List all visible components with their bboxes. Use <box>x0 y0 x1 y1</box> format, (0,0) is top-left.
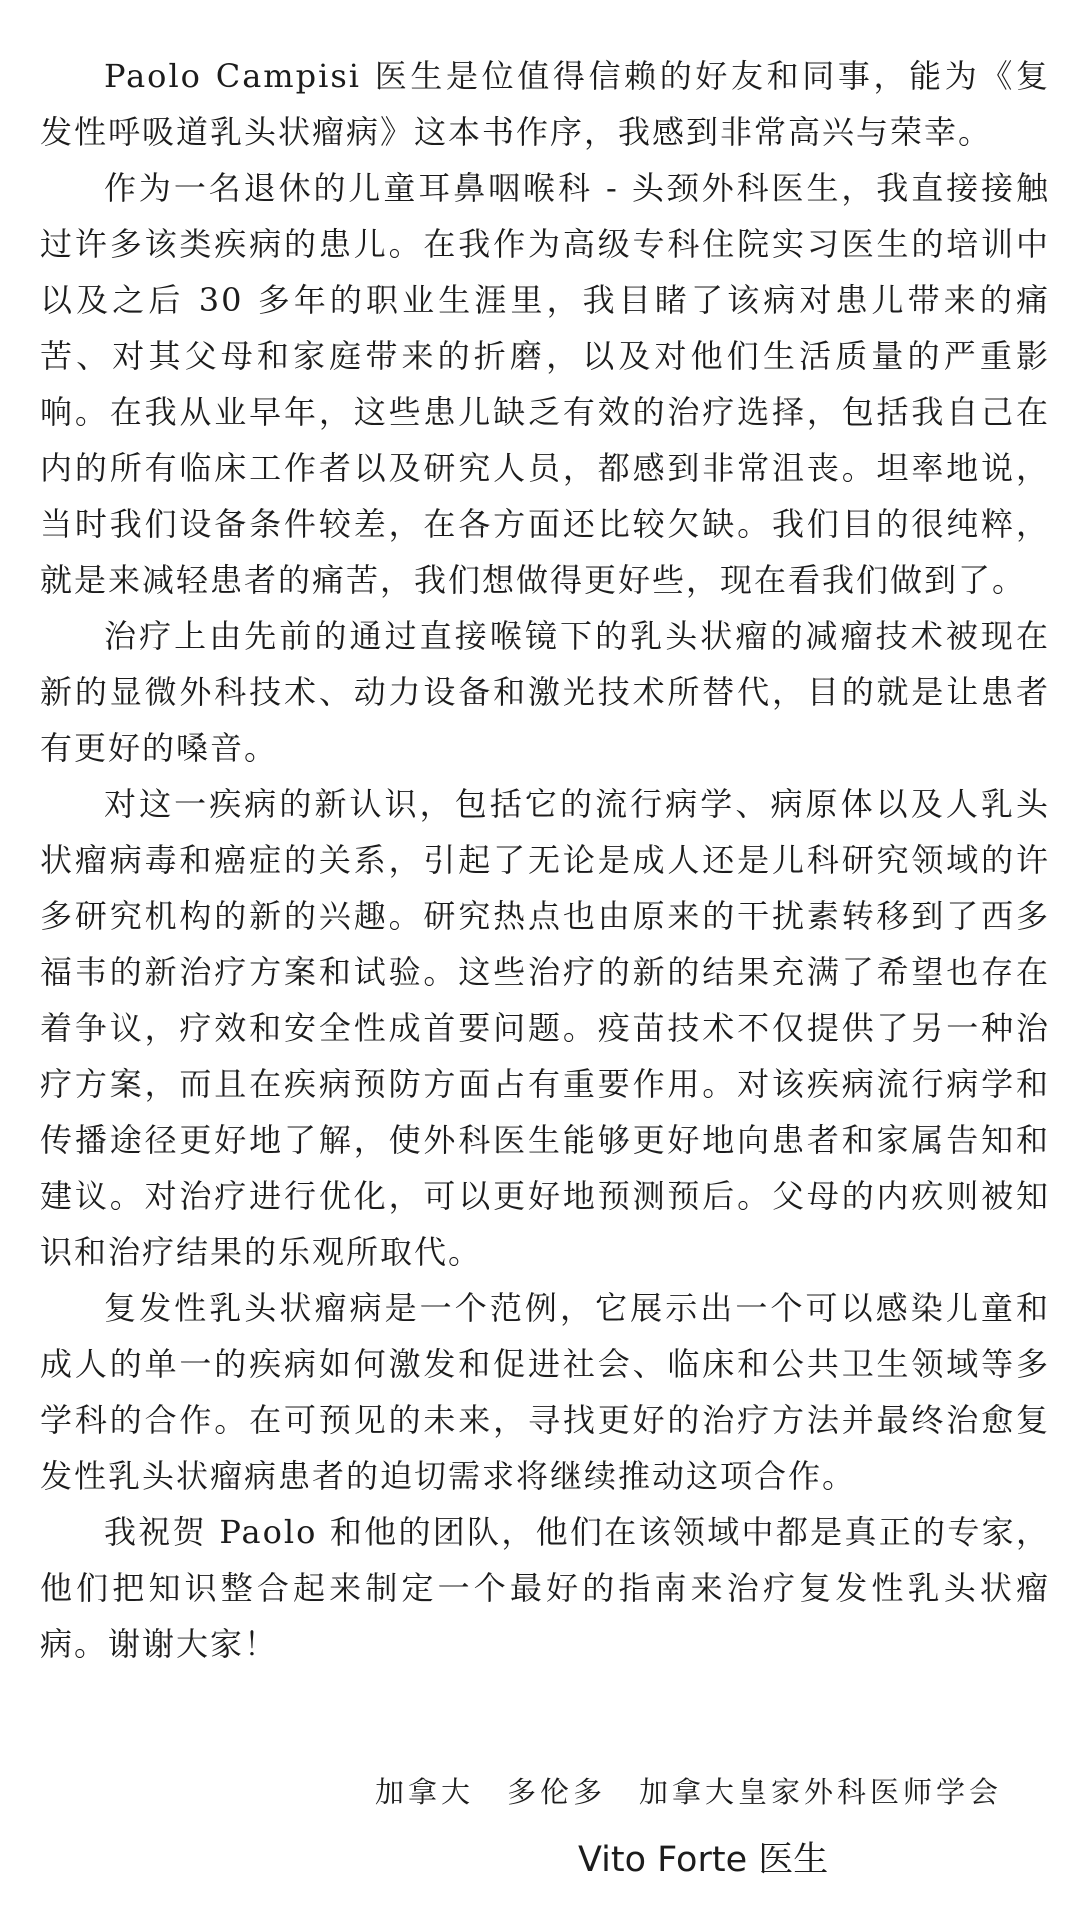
paragraph-3: 治疗上由先前的通过直接喉镜下的乳头状瘤的减瘤技术被现在新的显微外科技术、动力设备和激光技术所替代，目的就是让患者有更好的嗓音。 <box>40 617 1050 767</box>
paragraph-2: 作为一名退休的儿童耳鼻咽喉科 - 头颈外科医生，我直接接触过许多该类疾病的患儿。在我作为高级专科住院实习医生的培训中以及之后 30 多年的职业生涯里，我目睹了该病对患儿带来的痛苦、对其父母和家庭带来的折磨，以及对他们生活质量的严重影响。在我从业早年，这些患儿缺乏有效的治疗选择，包括我自己在内的所有临床工作者以及研究人员，都感到非常沮丧。坦率地说，当时我们设备条件较差，在各方面还比较欠缺。我们目的很纯粹，就是来减轻患者的痛苦，我们想做得更好些，现在看我们做到了。 <box>40 169 1050 599</box>
paragraph-4: 对这一疾病的新认识，包括它的流行病学、病原体以及人乳头状瘤病毒和癌症的关系，引起了无论是成人还是儿科研究领域的许多研究机构的新的兴趣。研究热点也由原来的干扰素转移到了西多福韦的新治疗方案和试验。这些治疗的新的结果充满了希望也存在着争议，疗效和安全性成首要问题。疫苗技术不仅提供了另一种治疗方案，而且在疾病预防方面占有重要作用。对该疾病流行病学和传播途径更好地了解，使外科医生能够更好地向患者和家属告知和建议。对治疗进行优化，可以更好地预测预后。父母的内疚则被知识和治疗结果的乐观所取代。 <box>40 785 1050 1271</box>
author-affiliation: 加拿大 多伦多 加拿大皇家外科医师学会 <box>375 1775 1003 1809</box>
foreword-body <box>40 48 1050 1672</box>
paragraph-5: 复发性乳头状瘤病是一个范例，它展示出一个可以感染儿童和成人的单一的疾病如何激发和促进社会、临床和公共卫生领域等多学科的合作。在可预见的未来，寻找更好的治疗方法并最终治愈复发性乳头状瘤病患者的迫切需求将继续推动这项合作。 <box>40 1289 1050 1495</box>
author-name: Vito Forte 医生 <box>578 1840 829 1880</box>
paragraph-6: 我祝贺 Paolo 和他的团队，他们在该领域中都是真正的专家，他们把知识整合起来制定一个最好的指南来治疗复发性乳头状瘤病。谢谢大家！ <box>40 1513 1050 1663</box>
paragraph-1: Paolo Campisi 医生是位值得信赖的好友和同事，能为《复发性呼吸道乳头状瘤病》这本书作序，我感到非常高兴与荣幸。 <box>40 57 1050 151</box>
